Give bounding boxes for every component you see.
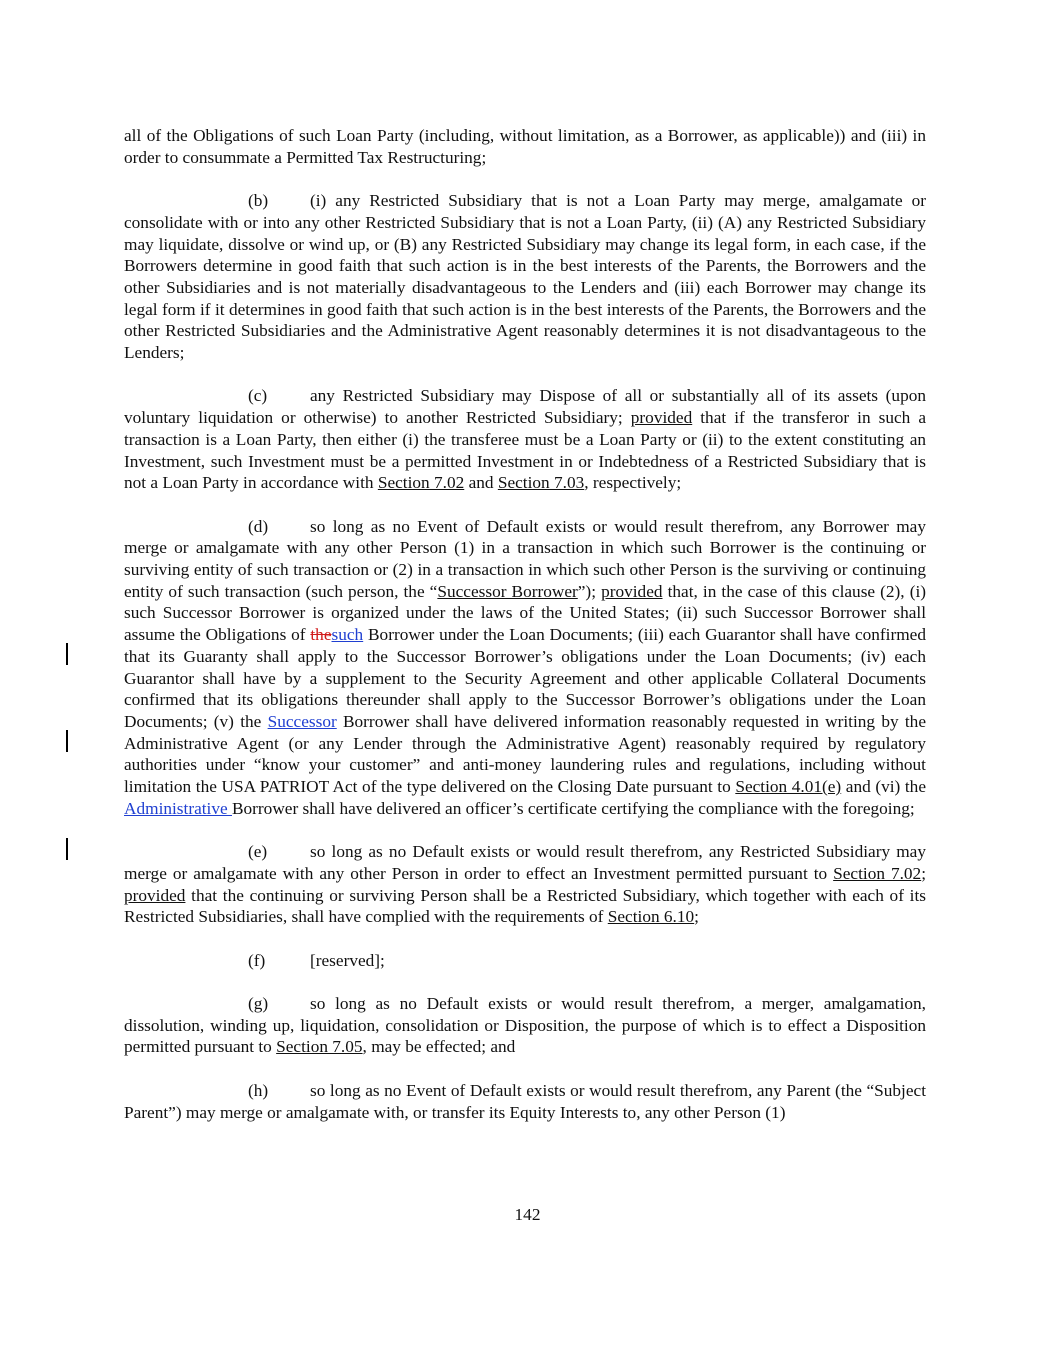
change-bar xyxy=(66,643,68,665)
clause-d: (d) so long as no Event of Default exists or would result therefrom, any Borrower may merge or amalgamate with any other Person (1) in a transaction in which such Borrower is the continuing or surviving entity of such transaction or (2) in a transaction in which such other Person is the surviving or continuing entity of such transaction (such person, the “Successor Borrower”); provided that, in the case of this clause (2), (i) such Successor Borrower is organized under the laws of the United States; (ii) such Successor Borrower shall assume the Obligations of thesuch Borrower under the Loan Documents; (iii) each Guarantor shall have confirmed that its Guaranty shall apply to the Successor Borrower’s obligations under the Loan Documents; (iv) each Guarantor shall have by a supplement to the Security Agreement and other applicable Collateral Documents confirmed that its obligations thereunder shall apply to the Successor Borrower’s obligations under the Loan Documents; (v) the Successor Borrower shall have delivered information reasonably requested in writing by the Administrative Agent (or any Lender through the Administrative Agent) reasonably required by regulatory authorities under “know your customer” and anti-money laundering rules and regulations, including without limitation the USA PATRIOT Act of the type delivered on the Closing Date pursuant to Section 4.01(e) and (vi) the Administrative Borrower shall have delivered an officer’s certificate certifying the compliance with the foregoing; xyxy=(124,516,927,818)
clause-label: (b) xyxy=(248,191,269,211)
change-bar xyxy=(66,730,68,752)
inserted-text: Administrative xyxy=(124,798,232,818)
section-reference: Section 7.02 xyxy=(377,473,465,493)
provided-term: provided xyxy=(630,408,693,428)
provided-term: provided xyxy=(601,581,663,601)
clause-label: (c) xyxy=(248,386,268,406)
clause-f: (f) [reserved]; xyxy=(248,950,385,970)
clause-label: (e) xyxy=(248,842,268,862)
clause-b: (b) (i) any Restricted Subsidiary that is not a Loan Party may merge, amalgamate or consolidate with or into any other Restricted Subsidiary that is not a Loan Party, (ii) (A) any Restricted Subsidiary may liquidate, dissolve or wind up, or (B) any Restricted Subsidiary may change its legal form, in each case, if the Borrowers determine in good faith that such action is in the best interests of the Parents, the Borrowers and the other Subsidiaries and is not materially disadvantageous to the Lenders and (iii) each Borrower may change its legal form if it determines in good faith that such action is in the best interests of the Parents, the Borrowers and the other Restricted Subsidiaries and the Administrative Agent reasonably determines it is not disadvantageous to the Lenders; xyxy=(124,191,926,363)
clause-label: (f) xyxy=(248,950,266,970)
clause-h: (h) so long as no Event of Default exists or would result therefrom, any Parent (the “Subject Parent”) may merge or amalgamate with, or transfer its Equity Interests to, any other Person (1) xyxy=(124,1080,926,1122)
intro-paragraph: all of the Obligations of such Loan Party (including, without limitation, as a Borrower, as applicable)) and (iii) in order to consummate a Permitted Tax Restructuring; xyxy=(124,126,926,167)
section-reference: Section 7.02 xyxy=(833,863,922,883)
inserted-text: such xyxy=(331,625,364,645)
provided-term: provided xyxy=(124,885,186,905)
clause-label: (h) xyxy=(248,1080,269,1100)
deleted-text: the xyxy=(310,625,332,645)
defined-term: Successor Borrower xyxy=(437,581,578,601)
section-reference: Section 4.01(e) xyxy=(735,777,842,797)
clause-c: (c) any Restricted Subsidiary may Dispose of all or substantially all of its assets (upon voluntary liquidation or otherwise) to another Restricted Subsidiary; provided that if the transferor in such a transaction is a Loan Party, then either (i) the transferee must be a Loan Party or (ii) to the extent constituting an Investment, such Investment must be a permitted Investment in or Indebtedness of a Restricted Subsidiary that is not a Loan Party in accordance with Section 7.02 and Section 7.03, respectively; xyxy=(124,386,927,493)
clause-g: (g) so long as no Default exists or would result therefrom, a merger, amalgamation, dissolution, winding up, liquidation, consolidation or Disposition, the purpose of which is to effect a Disposition permitted pursuant to Section 7.05, may be effected; and xyxy=(124,994,926,1057)
document-body xyxy=(124,125,926,1123)
inserted-text: Successor xyxy=(267,711,337,731)
change-bar xyxy=(66,838,68,860)
section-reference: Section 7.05 xyxy=(276,1037,363,1057)
clause-e: (e) so long as no Default exists or would result therefrom, any Restricted Subsidiary may merge or amalgamate with any other Person in order to effect an Investment permitted pursuant to Section 7.02; provided that the continuing or surviving Person shall be a Restricted Subsidiary, which together with each of its Restricted Subsidiaries, shall have complied with the requirements of Section 6.10; xyxy=(124,842,927,927)
clause-label: (d) xyxy=(248,516,269,536)
section-reference: Section 6.10 xyxy=(607,907,695,927)
clause-label: (g) xyxy=(248,994,269,1014)
page-number: 142 xyxy=(514,1205,541,1224)
section-reference: Section 7.03 xyxy=(497,473,585,493)
